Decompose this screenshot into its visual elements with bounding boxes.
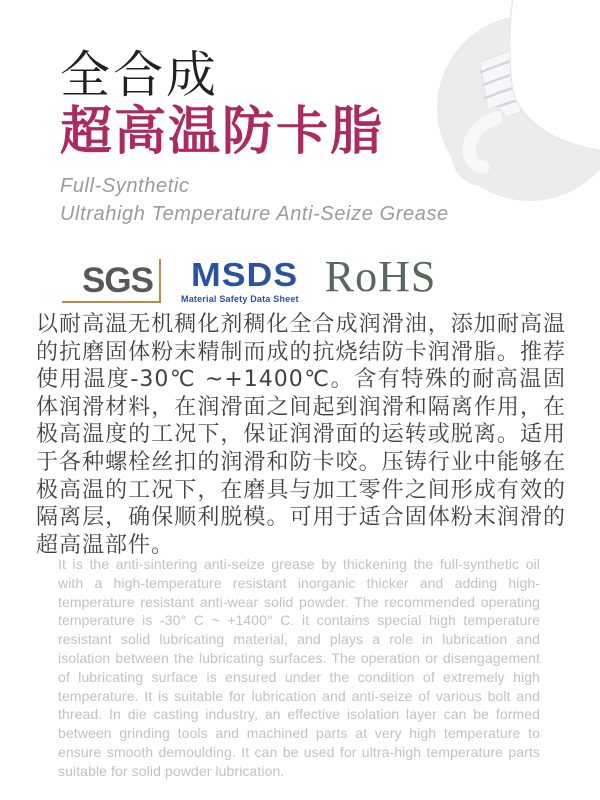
certification-logos: [62, 250, 436, 304]
title-block: [60, 46, 449, 228]
subtitle-line1: Full-Synthetic: [60, 175, 190, 197]
description-chinese: 以耐高温无机稠化剂稠化全合成润滑油，添加耐高温的抗磨固体粉末精制而成的抗烧结防卡润滑脂。推荐使用温度-30℃ ~+1400℃。含有特殊的耐高温固体润滑材料，在润滑面之间起到润滑和隔离作用，在极高温度的工况下，保证润滑面的运转或脱离。适用于各种螺栓丝扣的润滑和防卡咬。压铸行业中能够在极高温的工况下，在磨具与加工零件之间形成有效的隔离层，确保顺利脱模。可用于适合固体粉末润滑的超高温部件。: [36, 312, 566, 558]
subtitle-line2: Ultrahigh Temperature Anti-Seize Grease: [60, 203, 449, 225]
product-title-cn-line1: 全合成: [60, 46, 219, 104]
msds-logo-subtext: Material Safety Data Sheet: [181, 294, 299, 304]
msds-logo: [181, 258, 299, 304]
product-subtitle-en: [60, 172, 449, 228]
product-title-cn-line2: 超高温防卡脂: [60, 102, 385, 162]
sgs-logo-text: SGS: [82, 261, 153, 300]
sgs-logo: [62, 254, 161, 304]
rohs-logo: [324, 252, 437, 301]
description-english: It is the anti-sintering anti-seize grease by thickening the full-synthetic oil with a high-temperature resistant inorganic thicker and adding high-temperature resistant anti-wear solid powder. The recommended operating temperature is -30° C ~ +1400° C. it contains special high temperature resistant solid lubricating material, and plays a role in lubrication and isolation between the lubricating surfaces. The operation or disengagement of lubricating surface is ensured under the condition of extremely high temperature. It is suitable for lubrication and anti-seize of various bolt and thread. In die casting industry, an effective isolation layer can be formed between grinding tools and machined parts at very high temperature to ensure smooth demoulding. It can be used for ultra-high temperature parts suitable for solid powder lubrication.: [58, 556, 540, 779]
msds-logo-text: MSDS: [190, 256, 299, 293]
rohs-logo-text: RoHS: [324, 252, 437, 301]
